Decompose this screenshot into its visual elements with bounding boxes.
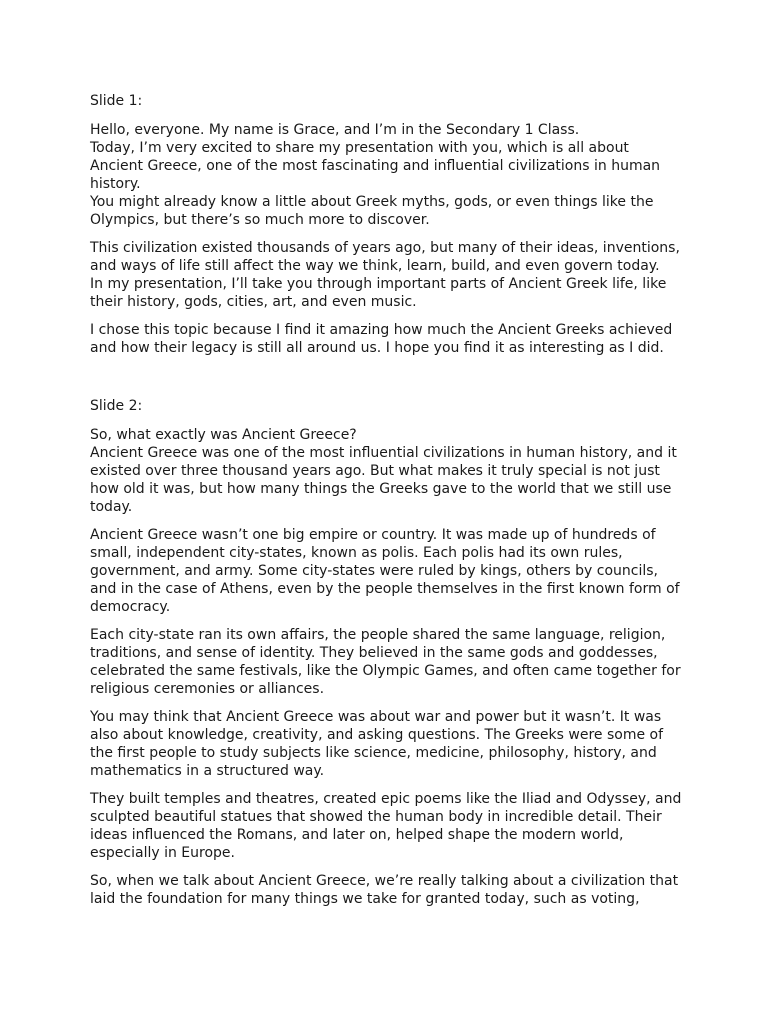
text-line: traditions, and sense of identity. They believed in the same gods and goddesses, xyxy=(90,645,658,661)
slide-2-paragraph-2 xyxy=(90,526,680,616)
text-line: Olympics, but there’s so much more to discover. xyxy=(90,212,430,228)
text-line: democracy. xyxy=(90,599,171,615)
slide-2-heading: Slide 2: xyxy=(90,398,143,414)
text-line: You may think that Ancient Greece was about war and power but it wasn’t. It was xyxy=(90,709,662,725)
text-line: and how their legacy is still all around us. I hope you find it as interesting as I did. xyxy=(90,340,664,356)
text-line: Today, I’m very excited to share my presentation with you, which is all about xyxy=(90,140,629,156)
text-line: small, independent city-states, known as polis. Each polis had its own rules, xyxy=(90,545,623,561)
text-line: religious ceremonies or alliances. xyxy=(90,681,325,697)
text-line: how old it was, but how many things the Greeks gave to the world that we still use xyxy=(90,481,672,497)
slide-2-paragraph-4 xyxy=(90,708,680,780)
slide-1-heading: Slide 1: xyxy=(90,93,143,109)
text-line: You might already know a little about Greek myths, gods, or even things like the xyxy=(90,194,654,210)
slide-1-paragraph-1 xyxy=(90,121,680,229)
text-line: history. xyxy=(90,176,141,192)
text-line: also about knowledge, creativity, and asking questions. The Greeks were some of xyxy=(90,727,664,743)
text-line: existed over three thousand years ago. But what makes it truly special is not just xyxy=(90,463,660,479)
slide-2-paragraph-5 xyxy=(90,790,680,862)
text-line: and ways of life still affect the way we think, learn, build, and even govern today. xyxy=(90,258,660,274)
slide-2-paragraph-1 xyxy=(90,426,680,516)
text-line: This civilization existed thousands of years ago, but many of their ideas, inventions, xyxy=(90,240,680,256)
slide-1-paragraph-3 xyxy=(90,321,680,357)
text-line: Ancient Greece wasn’t one big empire or country. It was made up of hundreds of xyxy=(90,527,656,543)
slide-2-section xyxy=(90,397,680,908)
text-line: their history, gods, cities, art, and even music. xyxy=(90,294,417,310)
text-line: So, what exactly was Ancient Greece? xyxy=(90,427,357,443)
text-line: and in the case of Athens, even by the people themselves in the first known form of xyxy=(90,581,680,597)
slide-1-paragraph-2 xyxy=(90,239,680,311)
text-line: Ancient Greece, one of the most fascinating and influential civilizations in human xyxy=(90,158,661,174)
text-line: sculpted beautiful statues that showed the human body in incredible detail. Their xyxy=(90,809,662,825)
text-line: celebrated the same festivals, like the Olympic Games, and often came together for xyxy=(90,663,681,679)
text-line: laid the foundation for many things we take for granted today, such as voting, xyxy=(90,891,640,907)
text-line: government, and army. Some city-states were ruled by kings, others by councils, xyxy=(90,563,658,579)
text-line: In my presentation, I’ll take you through important parts of Ancient Greek life, like xyxy=(90,276,667,292)
slide-2-paragraph-3 xyxy=(90,626,680,698)
text-line: Each city-state ran its own affairs, the people shared the same language, religion, xyxy=(90,627,666,643)
text-line: especially in Europe. xyxy=(90,845,235,861)
text-line: I chose this topic because I find it amazing how much the Ancient Greeks achieved xyxy=(90,322,673,338)
text-line: today. xyxy=(90,499,133,515)
slide-1-section xyxy=(90,92,680,357)
slide-spacer xyxy=(90,367,680,397)
text-line: So, when we talk about Ancient Greece, we’re really talking about a civilization that xyxy=(90,873,679,889)
text-line: Hello, everyone. My name is Grace, and I’m in the Secondary 1 Class. xyxy=(90,122,580,138)
text-line: the first people to study subjects like science, medicine, philosophy, history, and xyxy=(90,745,657,761)
text-line: mathematics in a structured way. xyxy=(90,763,325,779)
slide-2-paragraph-6 xyxy=(90,872,680,908)
text-line: Ancient Greece was one of the most influential civilizations in human history, and it xyxy=(90,445,677,461)
text-line: They built temples and theatres, created epic poems like the Iliad and Odyssey, and xyxy=(90,791,682,807)
text-line: ideas influenced the Romans, and later on, helped shape the modern world, xyxy=(90,827,624,843)
document-page xyxy=(90,92,680,918)
